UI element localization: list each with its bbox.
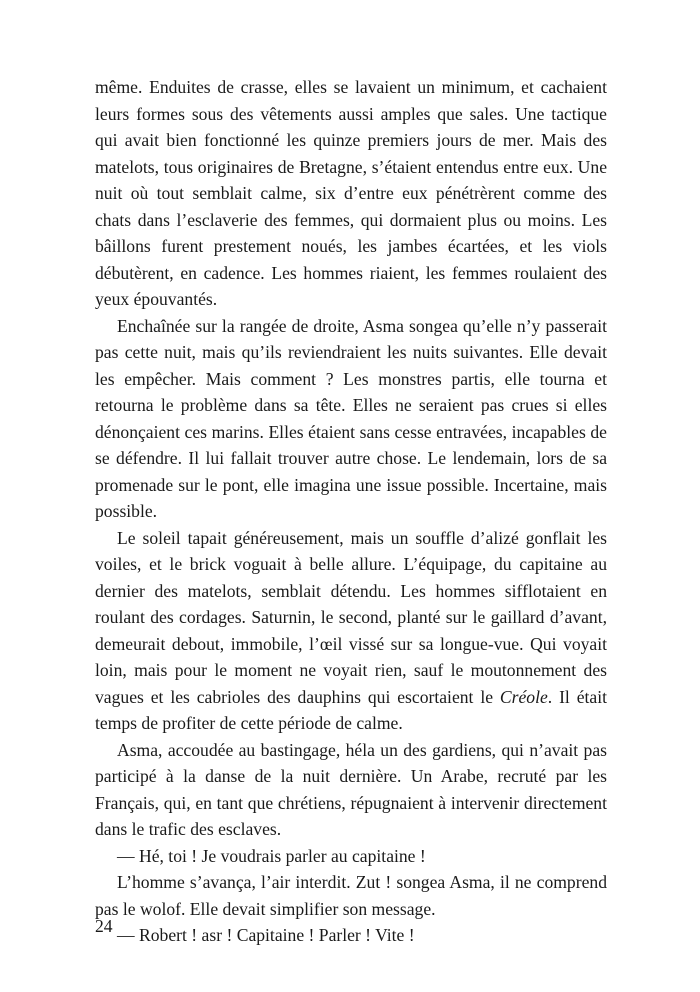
dialogue-line-1: — Hé, toi ! Je voudrais parler au capitaine ! [117,845,426,866]
paragraph-2: Enchaînée sur la rangée de droite, Asma songea qu’elle n’y passerait pas cette nuit, mais qu’ils reviendraient les nuits suivantes. Elle devait les empêcher. Mais comment ? Les monstres partis, elle tourna et retourna le problème dans sa tête. Elles ne seraient pas crues si elles dénonçaient ces marins. Elles étaient sans cesse entravées, incapables de se défendre. Il lui fallait trouver autre chose. Le lendemain, lors de sa promenade sur le pont, elle imagina une issue possible. Incertaine, mais possible. [95,315,607,521]
page-number: 24 [95,916,113,936]
paragraph-6: L’homme s’avança, l’air interdit. Zut ! songea Asma, il ne comprend pas le wolof. Elle devait simplifier son message. [95,872,607,919]
dialogue-line-2: — Robert ! asr ! Capitaine ! Parler ! Vite ! [117,925,415,945]
paragraph-1: même. Enduites de crasse, elles se lavaient un minimum, et cachaient leurs formes sous des vêtements aussi amples que sales. Une tactique qui avait bien fonctionné les quinze premiers jours de mer. Mais des matelots, tous originaires de Bretagne, s’étaient entendus entre eux. Une nuit où tout semblait calme, six d’entre eux pénétrèrent comme des chats dans l’esclaverie des femmes, qui dormaient plus ou moins. Les bâillons furent prestement noués, les jambes écartées, et les viols débutèrent, en cadence. Les hommes riaient, les femmes roulaient des yeux épouvantés. [95,77,607,309]
paragraph-4: Asma, accoudée au bastingage, héla un des gardiens, qui n’avait pas participé à la danse de la nuit dernière. Un Arabe, recruté par les Français, qui, en tant que chrétiens, répugnaient à intervenir directement dans le trafic des esclaves. [95,739,607,839]
body-text [95,74,607,949]
paragraph-3-text-after: . Il était temps de profiter de cette période de calme. [95,686,607,733]
paragraph-3-text-before: Le soleil tapait généreusement, mais un souffle d’alizé gonflait les voiles, et le brick voguait à belle allure. L’équipage, du capitaine au dernier des matelots, semblait détendu. Les hommes sifflotaient en roulant des cordages. Saturnin, le second, planté sur le gaillard d’avant, demeurait debout, immobile, l’œil vissé sur sa longue-vue. Qui voyait loin, mais pour le moment ne voyait rien, sauf le moutonnement des vagues et les cabrioles des dauphins qui escortaient le [95,527,607,707]
ship-name-italic: Créole [499,686,548,707]
paragraph-3 [95,525,607,737]
